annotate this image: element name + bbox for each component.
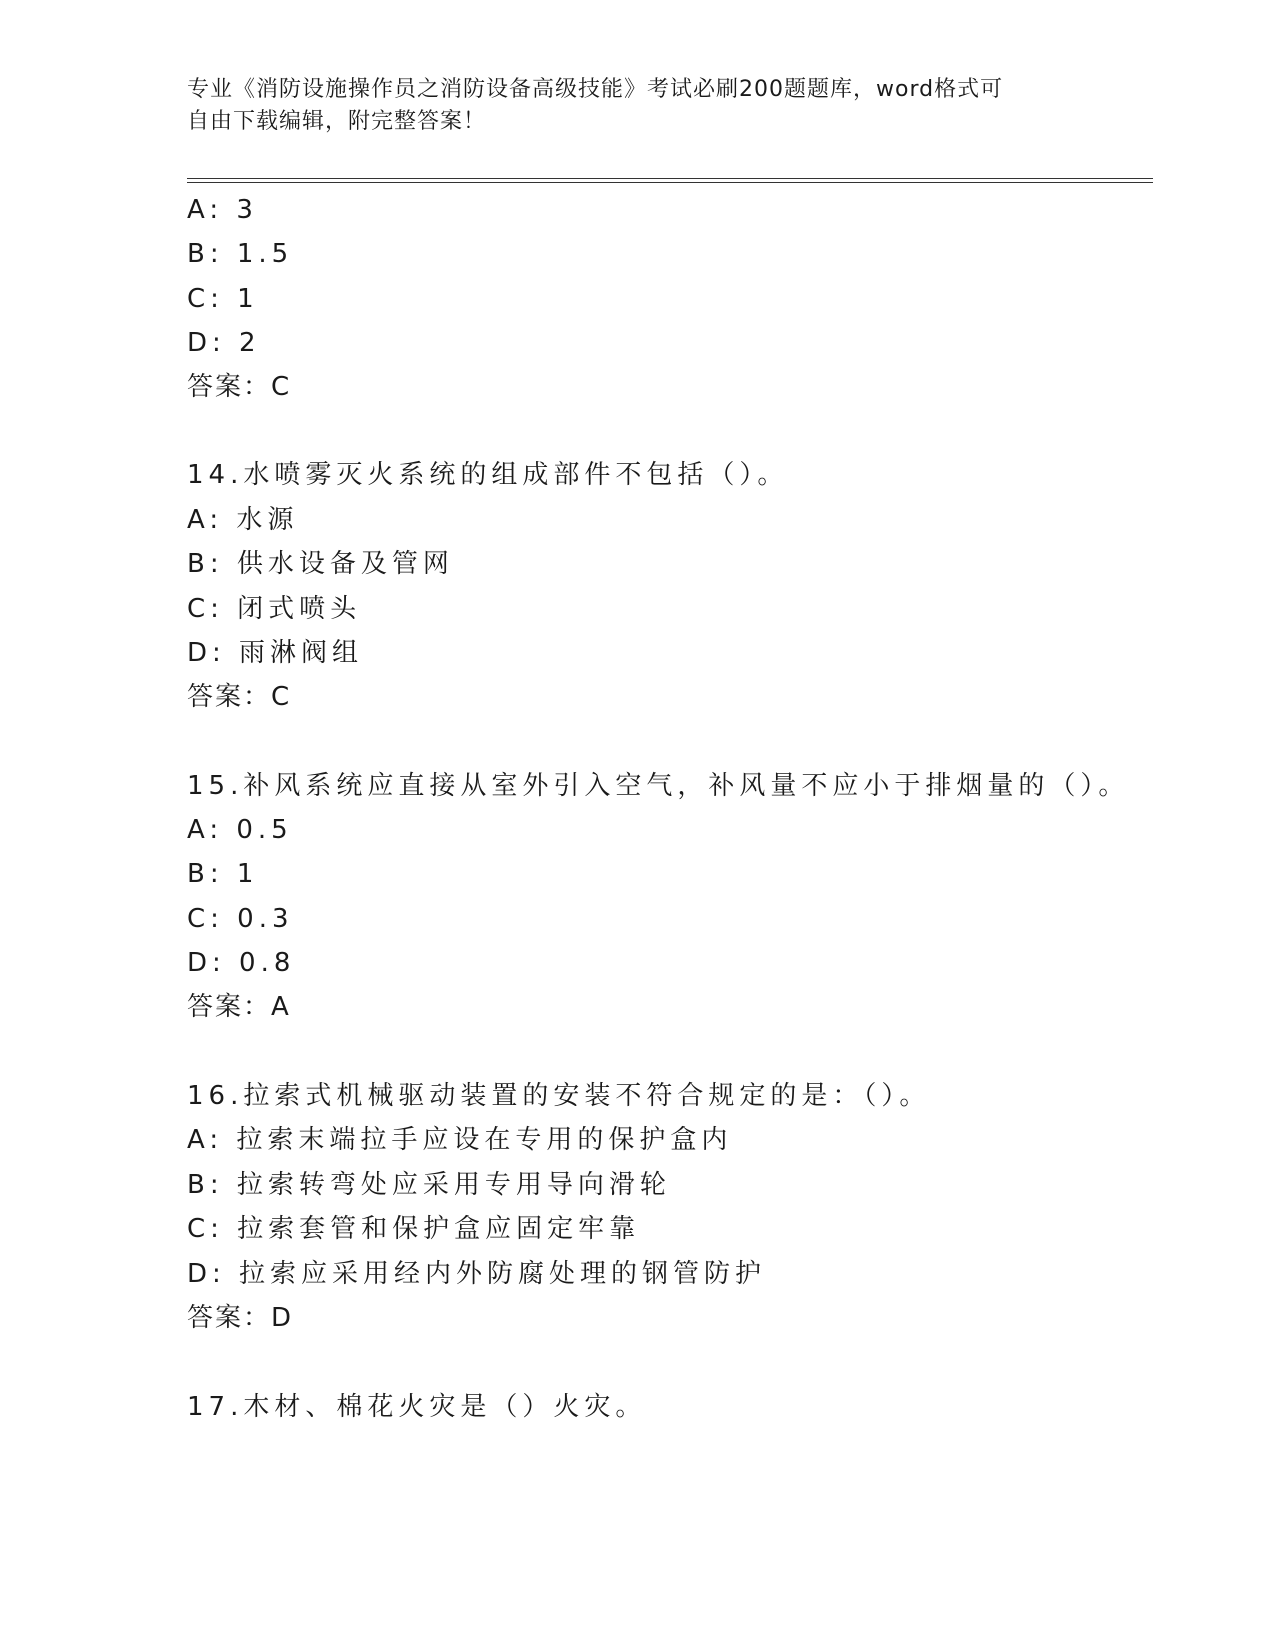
q15-option-a: A: 0.5: [187, 815, 293, 845]
header-line-1: 专业《消防设施操作员之消防设备高级技能》考试必刷200题题库，word格式可: [187, 77, 1004, 102]
q15-option-b: B: 1: [187, 859, 259, 889]
q13-option-c: C: 1: [187, 284, 259, 314]
q16-answer: 答案：D: [187, 1303, 294, 1333]
q16-option-a: A: 拉索末端拉手应设在专用的保护盒内: [187, 1125, 733, 1155]
header-line-2: 自由下载编辑，附完整答案！: [187, 109, 487, 134]
q13-option-a: A: 3: [187, 195, 258, 225]
q16-option-c: C: 拉索套管和保护盒应固定牢靠: [187, 1214, 641, 1244]
q17-question: 17.木材、棉花火灾是（）火灾。: [187, 1392, 647, 1422]
q14-option-d: D: 雨淋阀组: [187, 638, 364, 668]
q14-option-a: A: 水源: [187, 505, 299, 535]
q14-option-b: B: 供水设备及管网: [187, 549, 454, 579]
q15-option-c: C: 0.3: [187, 904, 294, 934]
q16-option-b: B: 拉索转弯处应采用专用导向滑轮: [187, 1170, 671, 1200]
q16-option-d: D: 拉索应采用经内外防腐处理的钢管防护: [187, 1259, 767, 1289]
q16-question: 16.拉索式机械驱动装置的安装不符合规定的是：（）。: [187, 1081, 931, 1111]
header-double-rule: [187, 178, 1153, 183]
q14-option-c: C: 闭式喷头: [187, 594, 362, 624]
q13-option-d: D: 2: [187, 328, 261, 358]
q14-answer: 答案：C: [187, 682, 292, 712]
q13-answer: 答案：C: [187, 372, 292, 402]
q14-question: 14.水喷雾灭火系统的组成部件不包括（）。: [187, 460, 789, 490]
document-header: [187, 74, 1067, 138]
q13-option-b: B: 1.5: [187, 239, 294, 269]
q15-answer: 答案：A: [187, 992, 291, 1022]
q15-question: 15.补风系统应直接从室外引入空气，补风量不应小于排烟量的（）。: [187, 771, 1130, 801]
q15-option-d: D: 0.8: [187, 948, 296, 978]
